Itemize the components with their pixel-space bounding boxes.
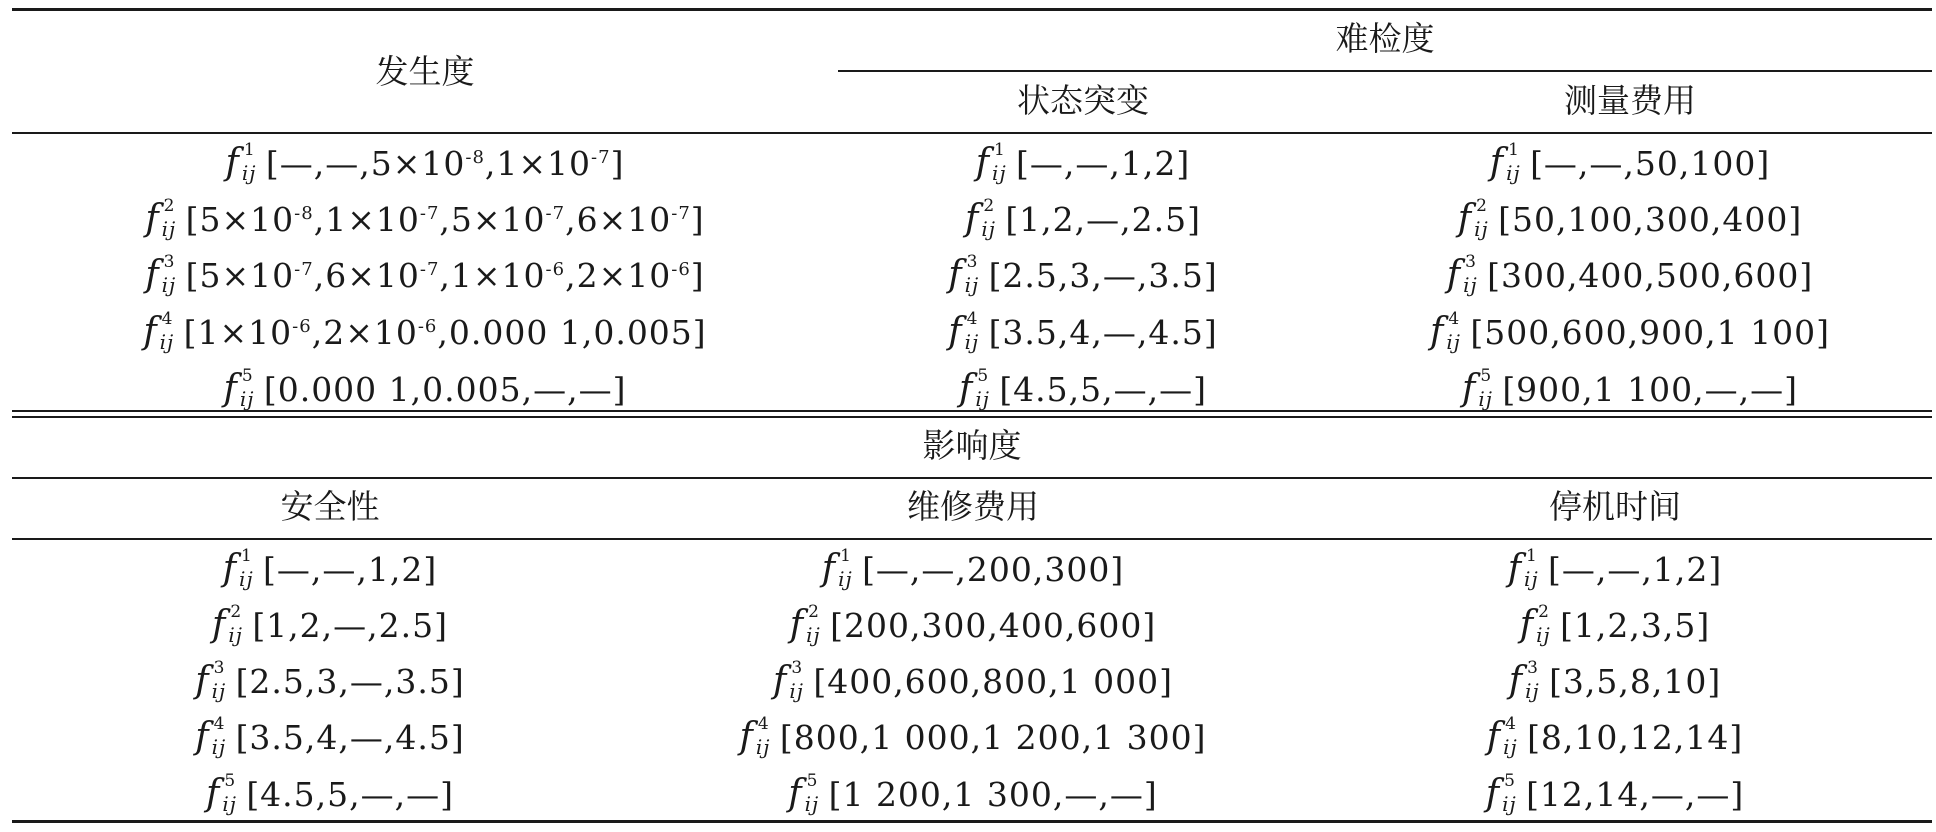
index-scripts: [1534, 603, 1558, 647]
exponent: -6: [417, 315, 438, 337]
interval-values: [1,2,—,2.5]: [252, 605, 449, 645]
index-subscript: ij: [228, 623, 243, 647]
function-symbol: f: [1507, 548, 1523, 589]
level-superscript: 4: [1448, 309, 1461, 329]
level-superscript: 4: [966, 309, 979, 329]
function-symbol: f: [145, 254, 160, 295]
interval-values: [—,—,50,100]: [1530, 143, 1771, 183]
measurement-cost-header: 测量费用: [1564, 81, 1696, 120]
level-superscript: 1: [241, 546, 253, 566]
value-text: ]: [690, 199, 705, 239]
interval-values: [—,—,1,2]: [263, 549, 438, 589]
index-subscript: ij: [161, 273, 177, 297]
index-scripts: [963, 253, 987, 297]
level-superscript: 1: [243, 140, 256, 160]
index-scripts: [158, 310, 182, 354]
interval-values: [900,1 100,—,—]: [1502, 369, 1798, 409]
level-superscript: 4: [213, 714, 226, 734]
value-text: ,5×10: [439, 199, 546, 239]
interval-values: [4.5,5,—,—]: [999, 369, 1208, 409]
value-text: ,2×10: [311, 312, 418, 352]
downtime-cell: [1298, 715, 1932, 759]
value-text: [0.000 1,0.005,—,—]: [263, 369, 627, 409]
interval-values: [—,—,1,2]: [1548, 549, 1723, 589]
index-subscript: ij: [1478, 387, 1493, 411]
index-scripts: [1476, 367, 1500, 411]
exponent: -8: [465, 146, 485, 168]
index-scripts: [226, 603, 250, 647]
index-scripts: [220, 772, 244, 816]
exponent: -6: [292, 315, 312, 337]
downtime-cell: [1298, 772, 1932, 816]
index-scripts: [754, 715, 778, 759]
state-change-cell: [838, 310, 1328, 354]
index-scripts: [160, 197, 184, 241]
lower-header-bottom-rule: [12, 538, 1932, 540]
state-change-header: 状态突变: [1017, 81, 1149, 120]
function-symbol: f: [225, 142, 240, 183]
function-symbol: f: [975, 142, 991, 183]
index-scripts: [238, 367, 262, 411]
interval-values: [800,1 000,1 200,1 300]: [779, 717, 1207, 757]
level-superscript: 1: [994, 140, 1006, 160]
index-subscript: ij: [241, 161, 257, 185]
function-symbol: f: [195, 716, 210, 757]
measurement-cost-cell: [1328, 253, 1932, 297]
level-superscript: 2: [1538, 602, 1550, 622]
function-symbol: f: [145, 198, 160, 239]
index-subscript: ij: [975, 387, 990, 411]
measurement-cost-cell: [1328, 367, 1932, 411]
index-subscript: ij: [239, 387, 255, 411]
function-symbol: f: [223, 368, 238, 409]
level-superscript: 5: [1504, 771, 1516, 791]
top-rule: [12, 8, 1932, 11]
maintenance-cost-cell: [648, 715, 1298, 759]
index-scripts: [1504, 141, 1528, 185]
interval-values: [12,14,—,—]: [1526, 774, 1745, 814]
level-superscript: 3: [1465, 252, 1477, 272]
level-superscript: 2: [808, 602, 820, 622]
safety-cell: [12, 659, 648, 703]
section-divider-rule-2: [12, 416, 1932, 418]
function-symbol: f: [739, 716, 754, 757]
level-superscript: 1: [1508, 140, 1520, 160]
function-symbol: f: [1508, 660, 1524, 701]
interval-values: [185, 199, 705, 239]
level-superscript: 5: [241, 366, 254, 386]
function-symbol: f: [821, 548, 837, 589]
index-subscript: ij: [239, 567, 254, 591]
downtime-cell: [1298, 547, 1932, 591]
index-subscript: ij: [1536, 623, 1551, 647]
index-subscript: ij: [964, 273, 980, 297]
index-subscript: ij: [804, 792, 820, 816]
detection-header-rule: [838, 70, 1932, 72]
downtime-cell: [1298, 659, 1932, 703]
level-superscript: 2: [983, 196, 996, 216]
index-scripts: [990, 141, 1014, 185]
index-subscript: ij: [1474, 217, 1489, 241]
index-scripts: [803, 772, 827, 816]
exponent: -7: [671, 202, 691, 224]
maintenance-cost-cell: [648, 659, 1298, 703]
level-superscript: 5: [1480, 366, 1493, 386]
level-superscript: 4: [757, 714, 770, 734]
level-superscript: 4: [161, 309, 174, 329]
value-text: ,6×10: [313, 255, 420, 295]
occurrence-cell: [12, 253, 838, 297]
maintenance-cost-cell: [648, 547, 1298, 591]
value-text: ]: [690, 255, 705, 295]
function-symbol: f: [1461, 368, 1477, 409]
exponent: -7: [591, 146, 611, 168]
exponent: -6: [545, 258, 566, 280]
measurement-cost-cell: [1328, 310, 1932, 354]
state-change-cell: [838, 141, 1328, 185]
interval-values: [—,—,1,2]: [1016, 143, 1191, 183]
measurement-cost-cell: [1328, 141, 1932, 185]
occurrence-cell: [12, 310, 838, 354]
occurrence-cell: [12, 141, 838, 185]
interval-values: [1,2,—,2.5]: [1005, 199, 1202, 239]
maintenance-cost-cell: [648, 772, 1298, 816]
index-subscript: ij: [1502, 792, 1517, 816]
index-scripts: [1523, 659, 1547, 703]
value-text: ,1×10: [313, 199, 420, 239]
index-scripts: [836, 547, 860, 591]
index-scripts: [210, 659, 234, 703]
index-scripts: [237, 547, 261, 591]
occurrence-cell: [12, 197, 838, 241]
index-scripts: [210, 715, 234, 759]
function-symbol: f: [211, 604, 227, 645]
maintenance-cost-cell: [648, 603, 1298, 647]
function-symbol: f: [1486, 716, 1502, 757]
index-scripts: [804, 603, 828, 647]
index-scripts: [1522, 547, 1546, 591]
measurement-cost-cell: [1328, 197, 1932, 241]
function-symbol: f: [948, 311, 963, 352]
index-subscript: ij: [755, 735, 771, 759]
state-change-cell: [838, 197, 1328, 241]
interval-values: [400,600,800,1 000]: [813, 661, 1173, 701]
occurrence-cell: [12, 367, 838, 411]
index-scripts: [240, 141, 264, 185]
level-superscript: 3: [966, 252, 979, 272]
value-text: [5×10: [185, 255, 295, 295]
level-superscript: 2: [163, 196, 176, 216]
safety-cell: [12, 547, 648, 591]
value-text: ,1×10: [439, 255, 546, 295]
index-scripts: [1500, 772, 1524, 816]
state-change-cell: [838, 367, 1328, 411]
level-superscript: 1: [1526, 546, 1538, 566]
interval-values: [8,10,12,14]: [1527, 717, 1744, 757]
maintenance-cost-header: 维修费用: [907, 487, 1039, 526]
value-text: [1×10: [183, 312, 293, 352]
level-superscript: 5: [806, 771, 819, 791]
occurrence-header: 发生度: [375, 52, 475, 91]
index-subscript: ij: [806, 623, 821, 647]
index-subscript: ij: [1525, 679, 1540, 703]
function-symbol: f: [1485, 773, 1501, 814]
exponent: -7: [419, 258, 440, 280]
value-text: [5×10: [185, 199, 295, 239]
downtime-header: 停机时间: [1549, 487, 1681, 526]
index-scripts: [1444, 310, 1468, 354]
index-scripts: [1461, 253, 1485, 297]
upper-header-bottom-rule: [12, 132, 1932, 134]
interval-values: [1 200,1 300,—,—]: [828, 774, 1158, 814]
function-symbol: f: [222, 548, 238, 589]
function-symbol: f: [205, 773, 221, 814]
interval-values: [183, 312, 707, 352]
index-scripts: [787, 659, 811, 703]
index-subscript: ij: [211, 735, 227, 759]
impact-header-rule: [12, 477, 1932, 479]
index-subscript: ij: [838, 567, 853, 591]
impact-header: 影响度: [922, 426, 1022, 465]
index-subscript: ij: [211, 679, 227, 703]
function-symbol: f: [195, 660, 210, 701]
index-subscript: ij: [222, 792, 237, 816]
interval-values: [3.5,4,—,4.5]: [235, 717, 465, 757]
interval-values: [185, 255, 705, 295]
safety-header: 安全性: [280, 487, 380, 526]
interval-values: [500,600,900,1 100]: [1470, 312, 1830, 352]
interval-values: [—,—,200,300]: [862, 549, 1125, 589]
index-scripts: [979, 197, 1003, 241]
value-text: ,6×10: [565, 199, 672, 239]
index-scripts: [973, 367, 997, 411]
index-subscript: ij: [992, 161, 1007, 185]
index-subscript: ij: [1506, 161, 1521, 185]
level-superscript: 5: [224, 771, 237, 791]
index-subscript: ij: [161, 217, 177, 241]
function-symbol: f: [143, 311, 158, 352]
index-scripts: [1472, 197, 1496, 241]
downtime-cell: [1298, 603, 1932, 647]
interval-values: [2.5,3,—,3.5]: [988, 255, 1218, 295]
function-symbol: f: [964, 198, 980, 239]
interval-values: [200,300,400,600]: [830, 605, 1157, 645]
safety-cell: [12, 603, 648, 647]
level-superscript: 3: [163, 252, 176, 272]
level-superscript: 2: [1476, 196, 1488, 216]
level-superscript: 3: [213, 658, 226, 678]
level-superscript: 5: [977, 366, 990, 386]
index-subscript: ij: [789, 679, 804, 703]
index-scripts: [963, 310, 987, 354]
function-symbol: f: [948, 254, 963, 295]
index-subscript: ij: [159, 330, 175, 354]
exponent: -7: [545, 202, 566, 224]
interval-values: [3.5,4,—,4.5]: [988, 312, 1218, 352]
index-subscript: ij: [1463, 273, 1478, 297]
interval-values: [2.5,3,—,3.5]: [235, 661, 465, 701]
exponent: -6: [671, 258, 691, 280]
interval-values: [1,2,3,5]: [1560, 605, 1711, 645]
interval-values: [4.5,5,—,—]: [246, 774, 455, 814]
function-symbol: f: [773, 660, 788, 701]
value-text: ,0.000 1,0.005]: [437, 312, 707, 352]
function-symbol: f: [1457, 198, 1473, 239]
index-subscript: ij: [1524, 567, 1539, 591]
function-symbol: f: [1430, 311, 1445, 352]
index-subscript: ij: [1446, 330, 1461, 354]
function-symbol: f: [1446, 254, 1462, 295]
function-symbol: f: [958, 368, 974, 409]
index-subscript: ij: [1503, 735, 1518, 759]
safety-cell: [12, 715, 648, 759]
index-scripts: [1501, 715, 1525, 759]
level-superscript: 4: [1505, 714, 1517, 734]
exponent: -7: [294, 258, 314, 280]
function-symbol: f: [1489, 142, 1505, 183]
level-superscript: 1: [840, 546, 852, 566]
interval-values: [263, 369, 627, 409]
index-scripts: [160, 253, 184, 297]
value-text: ,2×10: [565, 255, 672, 295]
function-symbol: f: [788, 773, 803, 814]
index-subscript: ij: [964, 330, 980, 354]
value-text: ]: [610, 143, 625, 183]
interval-values: [3,5,8,10]: [1549, 661, 1722, 701]
interval-values: [265, 143, 625, 183]
value-text: ,1×10: [484, 143, 592, 183]
interval-values: [50,100,300,400]: [1498, 199, 1803, 239]
value-text: [—,—,5×10: [265, 143, 466, 183]
index-subscript: ij: [981, 217, 996, 241]
safety-cell: [12, 772, 648, 816]
interval-values: [300,400,500,600]: [1487, 255, 1814, 295]
exponent: -8: [294, 202, 314, 224]
level-superscript: 2: [230, 602, 243, 622]
level-superscript: 3: [791, 658, 804, 678]
detection-header: 难检度: [1335, 19, 1435, 58]
function-symbol: f: [1519, 604, 1535, 645]
state-change-cell: [838, 253, 1328, 297]
level-superscript: 3: [1527, 658, 1539, 678]
exponent: -7: [419, 202, 440, 224]
function-symbol: f: [789, 604, 805, 645]
bottom-rule: [12, 820, 1932, 823]
